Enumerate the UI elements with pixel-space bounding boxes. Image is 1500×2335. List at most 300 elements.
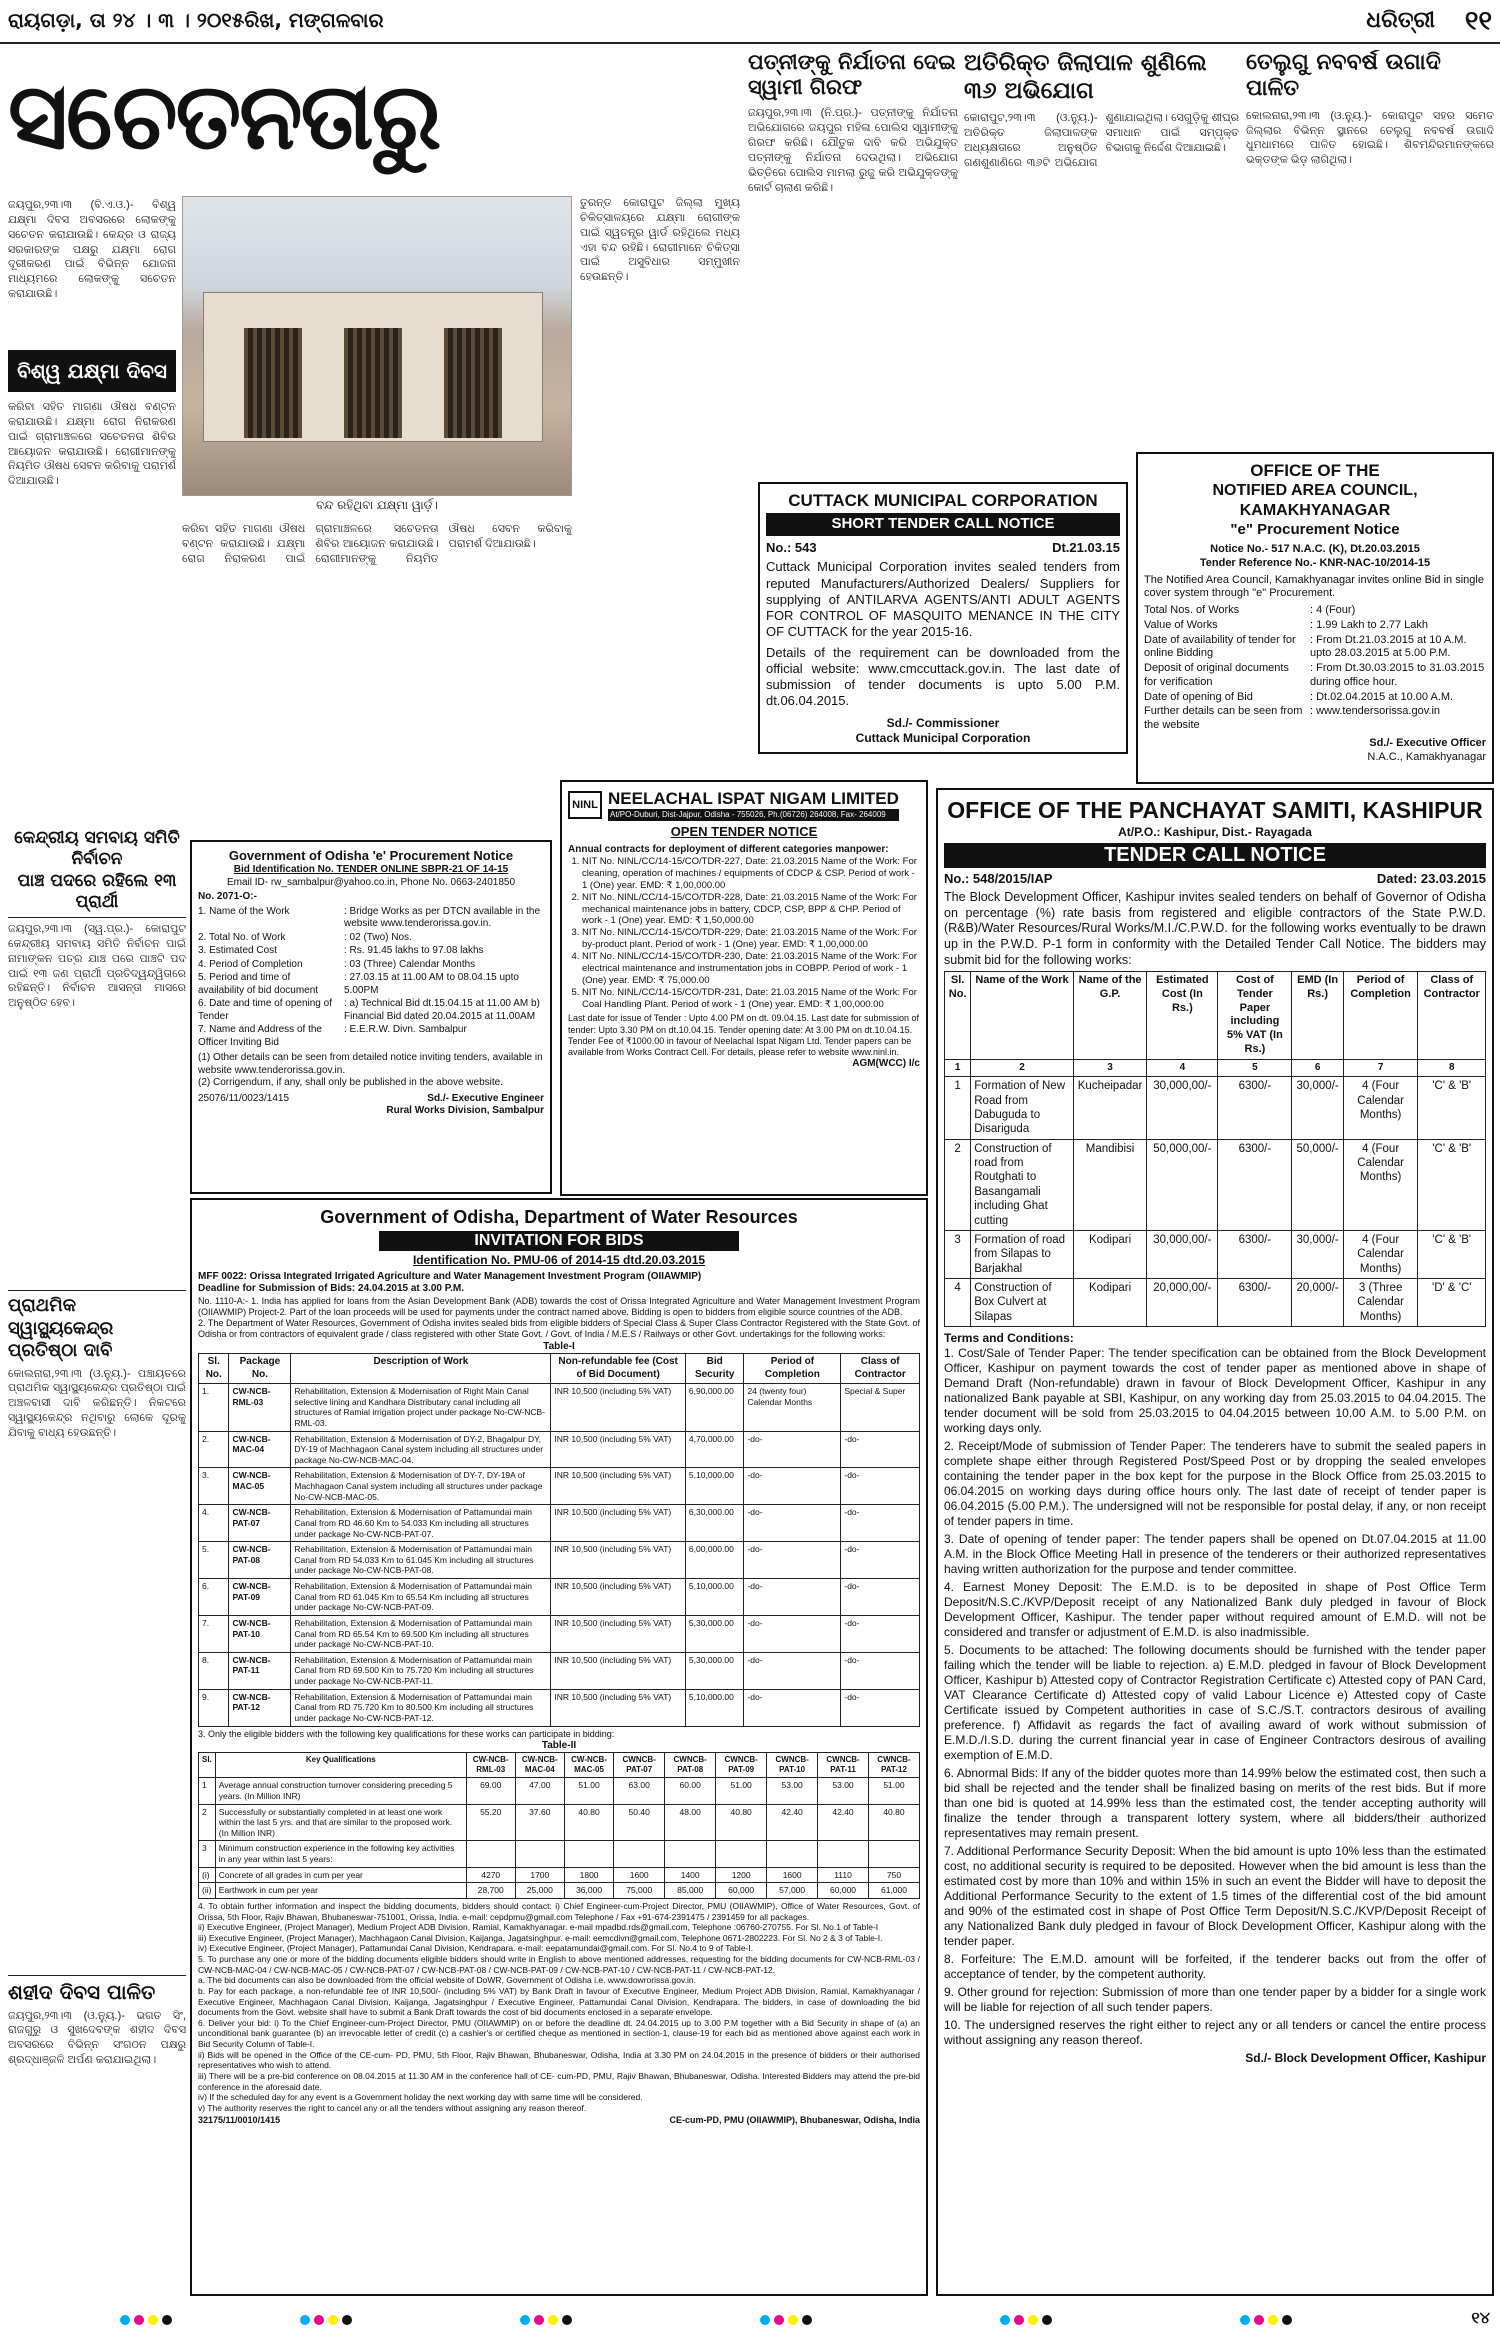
- table-cell: 7.: [199, 1615, 229, 1652]
- rwd-sign: Sd./- Executive Engineer: [427, 1092, 544, 1104]
- table-cell: 2: [945, 1139, 971, 1230]
- rwd-title: Government of Odisha 'e' Procurement Notice: [228, 848, 514, 863]
- dowr-qualification-table: [198, 1752, 920, 1899]
- table-cell: 4.: [199, 1505, 229, 1542]
- table-cell: 5,10,000.00: [685, 1468, 744, 1505]
- table-row: [199, 1542, 920, 1579]
- table-cell: Rehabilitation, Extension & Modernisation of Pattamundai main Canal from RD 54.033 Km to 61.045 Km including all structures under package No-CW-NCB-PAT-08.: [291, 1542, 551, 1579]
- dowr-title: Government of Odisha, Department of Water Resources: [320, 1207, 798, 1227]
- detail-label: 1. Name of the Work: [198, 905, 290, 917]
- table-cell: 55.20: [466, 1804, 515, 1841]
- dowr-paragraph: iii) Executive Engineer, (Project Manager), Machhagaon Canal Division, Kaijanga, Jagatsinghpur. e-mail: eemcdivn@gmail.com, Telephone 0671-2802223. For Sl. No 2 & 3 of Table-I.: [198, 1932, 883, 1943]
- lead-body-3: ତୁରନ୍ତ କୋରାପୁଟ ଜିଲ୍ଲା ମୁଖ୍ୟ ଚିକିତ୍ସାଳୟରେ ଯକ୍ଷ୍ମା ରୋଗୀଙ୍କ ପାଇଁ ସ୍ୱତନ୍ତ୍ର ୱାର୍ଡ ରହିଥିଲେ ମଧ୍ୟ ଏହା ବନ୍ଦ ରହିଛି। ରୋଗୀମାନେ ଚିକିତ୍ସା ପାଇଁ ଅସୁବିଧାର ସମ୍ମୁଖୀନ ହେଉଛନ୍ତି।: [580, 197, 740, 284]
- table-cell: CW-NCB-PAT-11: [229, 1652, 291, 1689]
- detail-value: : From Dt.30.03.2015 to 31.03.2015 during office hour.: [1310, 662, 1485, 688]
- dowr-works-table: [198, 1353, 920, 1727]
- registration-dot: [788, 2315, 798, 2325]
- dowr-mff: MFF 0022: Orissa Integrated Irrigated Agriculture and Water Management Investment Program (OIIAWMIP): [198, 1270, 702, 1282]
- article-husband-arrested: [748, 50, 958, 470]
- detail-value: : 27.03.15 at 11.00 AM to 08.04.15 upto 5.00PM: [344, 972, 519, 996]
- table-cell: INR 10,500 (including 5% VAT): [551, 1431, 686, 1468]
- table-cell: INR 10,500 (including 5% VAT): [551, 1615, 686, 1652]
- table-row: [199, 1778, 920, 1804]
- table-cell: 5.: [199, 1542, 229, 1579]
- column-header: CW-NCB-MAC-05: [564, 1753, 613, 1778]
- ninl-item: 1. NIT No. NINL/CC/14-15/CO/TDR-227, Date: 21.03.2015 Name of the Work: For cleaning, operation of machines / equipments of CDCP & CSP. Period of work - 1 (One) year. EMD: ₹ 1,00,000.00: [582, 856, 920, 892]
- column-header: Sl. No.: [199, 1354, 229, 1384]
- column-header: Package No.: [229, 1354, 291, 1384]
- table-cell: Mandibisi: [1073, 1139, 1147, 1230]
- table-row: [199, 1431, 920, 1468]
- table-cell: INR 10,500 (including 5% VAT): [551, 1505, 686, 1542]
- table-cell: 4 (Four Calendar Months): [1343, 1077, 1418, 1140]
- dowr-paragraph: ii) Bids will be opened in the Office of the CE-cum- PD, PMU, 5th Floor, Rajiv Bhawan, Bhubaneswar, Odisha, India at 3.30 PM on 24.04.2015 in the presence of bidders or their authorised representatives who wish to attend.: [198, 2049, 920, 2071]
- ps-terms-title: Terms and Conditions:: [944, 1331, 1074, 1346]
- column-header: CW-NCB-RML-03: [466, 1753, 515, 1778]
- table-cell: (ii): [199, 1883, 216, 1899]
- registration-dot: [562, 2315, 572, 2325]
- page-number: ୧୧: [1464, 5, 1492, 35]
- table-row: [199, 1689, 920, 1726]
- ps-term: 2. Receipt/Mode of submission of Tender Paper: The tenderers have to submit the sealed papers in complete shape either through Registered Post/Speed Post or by dropping the sealed envelopes containing the tender paper in the box kept for the purpose in the Block Office from 25.03.2015 to 06.04.2015 on working days during office hours only. The last date of receipt of tender paper is 06.04.2015 (5.00 P.M.). The undersigned will not be responsible for postal delay, if any, or non receipt of tender papers in time.: [944, 1439, 1486, 1529]
- registration-dot: [134, 2315, 144, 2325]
- table-row: [199, 1883, 920, 1899]
- table-row: [199, 1841, 920, 1867]
- detail-value: : From Dt.21.03.2015 at 10 A.M. upto 28.03.2015 at 5.00 P.M.: [1310, 633, 1467, 660]
- left-column-articles: [8, 828, 186, 2294]
- table-cell: 750: [868, 1867, 919, 1883]
- article-body: କୋଲନାରା,୨୩।୩ (ଓ.ନ୍ୟୁ.)- ପଞ୍ଚାୟତରେ ପ୍ରାଥମିକ ସ୍ୱାସ୍ଥ୍ୟକେନ୍ଦ୍ର ପ୍ରତିଷ୍ଠା ପାଇଁ ଅଞ୍ଚଳବାସୀ ଦାବି କରିଛନ୍ତି। ନିକଟରେ ସ୍ୱାସ୍ଥ୍ୟକେନ୍ଦ୍ର ନଥିବାରୁ ଲୋକେ ଦୂରକୁ ଯିବାକୁ ବାଧ୍ୟ ହେଉଛନ୍ତି।: [8, 1367, 186, 1439]
- ps-title: OFFICE OF THE PANCHAYAT SAMITI, KASHIPUR: [947, 797, 1483, 823]
- table-cell: -do-: [841, 1689, 920, 1726]
- nac-title-3: "e" Procurement Notice: [1230, 521, 1400, 539]
- table-cell: 4270: [466, 1867, 515, 1883]
- registration-dot: [1042, 2315, 1052, 2325]
- table-row: [199, 1384, 920, 1432]
- dowr-qualification-intro: 3. Only the eligible bidders with the following key qualifications for these works can participate in bidding:: [198, 1728, 615, 1739]
- dowr-paragraph: 4. To obtain further information and inspect the bidding documents, bidders should contact: i) Chief Engineer-cum-Project Director, PMU (OIIAWMIP), Office of Water Resources, Govt. of Orissa, 5th Floor, Rajiv Bhawan, Bhubaneswar-751001, Orissa, India. e-mail: cepdpmu@gmail.com Telephone / Fax +91-674-2391475 / 2391459 for all packages.: [198, 1900, 920, 1922]
- registration-dot: [300, 2315, 310, 2325]
- table-cell: INR 10,500 (including 5% VAT): [551, 1384, 686, 1432]
- page-header: [0, 0, 1500, 44]
- table-cell: 1200: [716, 1867, 767, 1883]
- column-header: CWNCB-PAT-08: [665, 1753, 716, 1778]
- table-cell: 60.00: [665, 1778, 716, 1804]
- detail-value: : E.E.R.W. Divn. Sambalpur: [344, 1024, 467, 1036]
- ps-terms: [944, 1346, 1486, 2048]
- table-row: [199, 1615, 920, 1652]
- ninl-items: [582, 856, 920, 1010]
- table-cell: 6300/-: [1218, 1230, 1292, 1278]
- detail-value: : a) Technical Bid dt.15.04.15 at 11.00 AM b) Financial Bid dated 20.04.2015 at 11.00AM: [344, 998, 540, 1022]
- column-header: Non-refundable fee (Cost of Bid Document): [551, 1354, 686, 1384]
- column-number: 6: [1292, 1059, 1343, 1077]
- table-cell: CW-NCB-RML-03: [229, 1384, 291, 1432]
- lead-body-2: [8, 400, 176, 820]
- table-cell: [767, 1841, 818, 1867]
- door-grill: [244, 328, 302, 438]
- rwd-number: No. 2071-O:-: [198, 891, 257, 903]
- table-cell: 4 (Four Calendar Months): [1343, 1230, 1418, 1278]
- table-cell: INR 10,500 (including 5% VAT): [551, 1652, 686, 1689]
- dowr-paragraph: v) The authority reserves the right to cancel any or all the tenders without assigning any reason thereof.: [198, 2102, 587, 2113]
- ninl-logo: NINL: [568, 791, 602, 819]
- dowr-deadline: Deadline for Submission of Bids: 24.04.2015 at 3.00 P.M.: [198, 1283, 465, 1294]
- table-cell: 60,000: [818, 1883, 869, 1899]
- article-headline: ତେଲୁଗୁ ନବବର୍ଷ ଉଗାଦି ପାଳିତ: [1246, 50, 1441, 102]
- table-cell: Kodipari: [1073, 1279, 1147, 1327]
- ninl-banner: OPEN TENDER NOTICE: [670, 824, 818, 840]
- table-cell: Special & Super: [841, 1384, 920, 1432]
- table-cell: 5,30,000.00: [685, 1615, 744, 1652]
- table-cell: 42.40: [818, 1804, 869, 1841]
- table-cell: -do-: [841, 1468, 920, 1505]
- detail-label: Value of Works: [1144, 618, 1218, 631]
- ninl-title: NEELACHAL ISPAT NIGAM LIMITED: [608, 789, 899, 808]
- table-row: [199, 1468, 920, 1505]
- table-cell: 8.: [199, 1652, 229, 1689]
- table-cell: 4: [945, 1279, 971, 1327]
- column-header: Class of Contractor: [1418, 972, 1486, 1060]
- registration-dot: [1014, 2315, 1024, 2325]
- lead-body-1: ଜୟପୁର,୨୩।୩ (ବି.ଏ.ଓ.)- ବିଶ୍ୱ ଯକ୍ଷ୍ମା ଦିବସ ଅବସରରେ ଲୋକଙ୍କୁ ସଚେତନ କରାଯାଉଛି। କେନ୍ଦ୍ର ଓ ରାଜ୍ୟ ସରକାରଙ୍କ ପକ୍ଷରୁ ଯକ୍ଷ୍ମା ରୋଗ ଦୂରୀକରଣ ପାଇଁ ବିଭିନ୍ନ ଯୋଜନା ମାଧ୍ୟମରେ ଲୋକଙ୍କୁ ସଚେତନ କରାଯାଉଛି।: [8, 199, 176, 301]
- column-number: 3: [1073, 1059, 1147, 1077]
- nac-title-2: NOTIFIED AREA COUNCIL, KAMAKHYANAGAR: [1212, 482, 1418, 520]
- table-cell: 6.: [199, 1579, 229, 1616]
- registration-dot: [802, 2315, 812, 2325]
- table-cell: 1800: [564, 1867, 613, 1883]
- ps-date: Dated: 23.03.2015: [1376, 870, 1486, 886]
- table-cell: 1: [199, 1778, 216, 1804]
- detail-label: 6. Date and time of opening of Tender: [198, 998, 332, 1022]
- table-cell: Rehabilitation, Extension & Modernisation of Pattamundai main Canal from RD 75.720 Km to 80.500 Km including all structures under package No-CW-NCB-PAT-12.: [291, 1689, 551, 1726]
- ninl-item: 5. NIT No. NINL/CC/14-15/CO/TDR-231, Date: 21.03.2015 Name of the Work: For Coal Handling Plant. Period of work - 1 (One) year. EMD: ₹ 1,00,000.00: [582, 987, 920, 1011]
- ps-term: 7. Additional Performance Security Deposit: When the bid amount is upto 10% less than the estimated cost, no additional security is required to be deposited. However when the bid amount is less than the estimated cost by more than 10% and within 15% in such an event the Bidder will have to deposit the Additional Performance Security to the extent of 1.5 times of the differential cost of the bid amount and 90% of the estimated cost in shape of Post Office Term Deposit/N.S.C./KVP/Deposit Receipt of any Nationalized Bank duly pledged in favour of Block Development Officer, Kashipur along with the tender paper.: [944, 1844, 1486, 1949]
- detail-label: Further details can be seen from the website: [1144, 705, 1303, 731]
- registration-dot: [520, 2315, 530, 2325]
- column-header: CWNCB-PAT-07: [614, 1753, 665, 1778]
- table-cell: 36,000: [564, 1883, 613, 1899]
- rwd-contact: Email ID- rw_sambalpur@yahoo.co.in, Phone No. 0663-2401850: [226, 876, 516, 888]
- ninl-intro: Annual contracts for deployment of different categories manpower:: [568, 843, 889, 855]
- rwd-note-2: (2) Corrigendum, if any, shall only be published in the above website.: [198, 1077, 503, 1089]
- table-cell: -do-: [744, 1689, 841, 1726]
- cmc-tender-notice: [758, 482, 1128, 754]
- detail-value: : 1.99 Lakh to 2.77 Lakh: [1310, 618, 1429, 631]
- table-cell: INR 10,500 (including 5% VAT): [551, 1542, 686, 1579]
- table-cell: (i): [199, 1867, 216, 1883]
- table-cell: 4 (Four Calendar Months): [1343, 1139, 1418, 1230]
- table-cell: 6300/-: [1218, 1077, 1292, 1140]
- table-cell: 5,30,000.00: [685, 1652, 744, 1689]
- table-cell: -do-: [744, 1542, 841, 1579]
- rwd-bid-id: Bid Identification No. TENDER ONLINE SBPR-21 OF 14-15: [233, 864, 509, 876]
- article-body: କୋଲନାରା,୨୩।୩ (ଓ.ନ୍ୟୁ.)- କୋରାପୁଟ ସହର ସମେତ ଜିଲ୍ଲାର ବିଭିନ୍ନ ସ୍ଥାନରେ ତେଲୁଗୁ ନବବର୍ଷ ଉଗାଦି ଧୁମଧାମରେ ପାଳିତ ହୋଇଛି। ଶିବମନ୍ଦିରମାନଙ୍କରେ ଭକ୍ତଙ୍କ ଭିଡ଼ ଲାଗିଥିଲା।: [1246, 109, 1494, 167]
- detail-label: 3. Estimated Cost: [198, 945, 277, 957]
- column-number: 5: [1218, 1059, 1292, 1077]
- building-illustration: [203, 292, 543, 442]
- lead-body-cont: କରିବା ସହିତ ମାଗଣା ଔଷଧ ବଣ୍ଟନ କରାଯାଉଛି। ଯକ୍ଷ୍ମା ରୋଗ ନିରାକରଣ ପାଇଁ ଗ୍ରାମାଞ୍ଚଳରେ ସଚେତନତା ଶିବିର ଆୟୋଜନ କରାଯାଉଛି। ରୋଗୀମାନଙ୍କୁ ନିୟମିତ ଔଷଧ ସେବନ କରିବାକୁ ପରାମର୍ଶ ଦିଆଯାଉଛି।: [182, 523, 572, 565]
- table-cell: CW-NCB-PAT-10: [229, 1615, 291, 1652]
- article-body: ଜୟପୁର,୨୩।୩ (ଓ.ନ୍ୟୁ.)- ଭଗତ ସିଂ, ରାଜଗୁରୁ ଓ ସୁଖଦେବଙ୍କ ଶହୀଦ ଦିବସ ଅବସରରେ ବିଭିନ୍ନ ସଂଗଠନ ପକ୍ଷରୁ ଶ୍ରଦ୍ଧାଞ୍ଜଳି ଅର୍ପଣ କରାଯାଇଥିଲା।: [8, 2009, 186, 2067]
- column-number: 4: [1147, 1059, 1218, 1077]
- table-cell: -do-: [744, 1505, 841, 1542]
- table-row: [199, 1579, 920, 1616]
- table-cell: 20,000,00/-: [1147, 1279, 1218, 1327]
- table-cell: CW-NCB-PAT-09: [229, 1579, 291, 1616]
- dowr-paragraph: 5. To purchase any one or more of the bidding documents eligible bidders should write in English to above mentioned addresses, requesting for the bidding documents for CW-NCB-RML-03 / CW-NCB-MAC-04 / CW-NCB-MAC-05 / CW-NCB-PAT-07 / CW-NCB-PAT-08 / CW-NCB-PAT-09 / CW-NCB-PAT-10 / CW-NCB-PAT-11 / CW-NCB-PAT-12.: [198, 1954, 920, 1975]
- nac-procurement-notice: [1136, 452, 1494, 784]
- column-header: Description of Work: [291, 1354, 551, 1384]
- table-cell: 85,000: [665, 1883, 716, 1899]
- ps-term: 3. Date of opening of tender paper: The tender papers shall be opened on Dt.07.04.2015 at 11.00 A.M. in the Block Office Meeting Hall in presence of the tenderers or their authorized representatives having written authorization for the purpose and tender committee.: [944, 1532, 1486, 1577]
- table-cell: 1700: [515, 1867, 564, 1883]
- nac-sign: Sd./- Executive Officer: [1369, 736, 1486, 749]
- table-cell: -do-: [841, 1615, 920, 1652]
- table-cell: 2.: [199, 1431, 229, 1468]
- table-cell: [716, 1841, 767, 1867]
- table-cell: 75,000: [614, 1883, 665, 1899]
- table-cell: [515, 1841, 564, 1867]
- rwd-procurement-notice: [190, 840, 552, 1194]
- table-cell: Rehabilitation, Extension & Modernisation of Pattamundai main Canal from RD 65.54 Km to 69.500 Km including all structures under package No-CW-NCB-PAT-10.: [291, 1615, 551, 1652]
- dowr-more-info: [198, 1901, 920, 2114]
- column-header: Key Qualifications: [215, 1753, 466, 1778]
- ninl-item: 4. NIT No. NINL/CC/14-15/CO/TDR-230, Date: 21.03.2015 Name of the Work: For electrical maintenance and instrumentation jobs in COBPP. Period of work - 1 (One) year. EMD: ₹ 75,000.00: [582, 951, 920, 987]
- table-cell: 57,000: [767, 1883, 818, 1899]
- lead-headline: ସଚେତନତାରୁ: [8, 63, 440, 170]
- dowr-paragraph: iii) There will be a pre-bid conference on 08.04.2015 at 11.30 AM in the conference hall of CE- cum-PD, PMU, Rajiv Bhawan, Bhubaneswar, Odisha. Interested Bidders may attend the pre-bid conference in the aforesaid date.: [198, 2070, 920, 2092]
- ninl-tender-notice: [560, 780, 928, 1196]
- table-cell: 69.00: [466, 1778, 515, 1804]
- table-cell: 24 (twenty four) Calendar Months: [744, 1384, 841, 1432]
- table-cell: -do-: [841, 1542, 920, 1579]
- ps-term: 1. Cost/Sale of Tender Paper: The tender specification can be obtained from the Block Development Officer, Kashipur on payment towards the cost of tender paper as mentioned above in shape of Demand Draft (Non-refundable) drawn in favour of Block Development Officer, Kashipur in any nationalized Bank payable at SBI, Kashipur, on any working day from 25.03.2015 to 04.04.2015. The tender document will be sold from 25.03.2015 to 04.04.2015 between 10.00 A.M. to 5.00 P.M. on working days only.: [944, 1346, 1486, 1436]
- table-2-caption: Table-II: [541, 1739, 577, 1751]
- column-header: CWNCB-PAT-10: [767, 1753, 818, 1778]
- cmc-body: Cuttack Municipal Corporation invites sealed tenders from reputed Manufacturers/Authorized Dealers/ Suppliers for supplying of ANTILARVA AGENTS/ANTI ADULT AGENTS FOR CONTROL OF MASQUITO MENANCE IN THE CITY OF CUTTACK for the year 2015-16.: [766, 559, 1120, 640]
- table-cell: INR 10,500 (including 5% VAT): [551, 1579, 686, 1616]
- table-cell: -do-: [744, 1468, 841, 1505]
- page-footer: [0, 2305, 1500, 2335]
- table-cell: 28,700: [466, 1883, 515, 1899]
- table-row: [199, 1652, 920, 1689]
- dowr-identification: Identification No. PMU-06 of 2014-15 dtd.20.03.2015: [412, 1252, 706, 1267]
- ps-number: No.: 548/2015/IAP: [944, 870, 1053, 886]
- table-cell: 30,000,00/-: [1147, 1230, 1218, 1278]
- table-row: [945, 1279, 1486, 1327]
- detail-value: : 4 (Four): [1310, 604, 1356, 616]
- registration-dot: [1028, 2315, 1038, 2325]
- table-cell: Construction of road from Routghati to Basangamali including Ghat cutting: [971, 1139, 1074, 1230]
- ps-term: 9. Other ground for rejection: Submission of more than one tender paper by a bidder for a single work will be liable for rejection of all such tender papers.: [944, 1985, 1486, 2015]
- table-cell: 51.00: [564, 1778, 613, 1804]
- dowr-paragraph: b. Pay for each package, a non-refundable fee of INR 10,500/- (including 5% VAT) by Bank Draft in favour of Executive Engineer, Medium Project ADB Division, Ramial, Kamakhyanagar / Executive Engineer, Machhagaon Canal Division, Kaijanga, Jagatsinghpur / Executive Engineer, Pattamundai Canal Division, Kendrapara. The bidders, in case of downloading the bid documents from the Govt. website shall have to submit a Bank Draft towards the cost of bid documents enclosed in a separate envelope.: [198, 1985, 920, 2018]
- table-cell: Construction of Box Culvert at Silapas: [971, 1279, 1074, 1327]
- cmc-sign-org: Cuttack Municipal Corporation: [855, 730, 1031, 745]
- table-cell: Rehabilitation, Extension & Modernisation of DY-2, Bhagalpur DY, DY-19 of Machhagaon Canal system including all structures under package No-CW-NCB-MAC-04.: [291, 1431, 551, 1468]
- table-cell: 9.: [199, 1689, 229, 1726]
- photo-caption: ବନ୍ଦ ରହିଥିବା ଯକ୍ଷ୍ମା ୱାର୍ଡ଼।: [316, 498, 438, 512]
- table-1-caption: Table-I: [543, 1340, 575, 1352]
- detail-value: : www.tendersorissa.gov.in: [1310, 705, 1441, 718]
- table-cell: 37.60: [515, 1804, 564, 1841]
- table-cell: 3: [199, 1841, 216, 1867]
- ps-term: 5. Documents to be attached: The following documents should be furnished with the tender paper failing which the tender will be liable to rejection. a) E.M.D. pledged in favour of Block Development Officer, Kashipur b) Attested copy of Contractor Registration Certificate c) Attested copy of PAN Card, VAT Clearance Certificate d) Attested copy of valid Labour Licence e) Attested copy of Caste Certificate issued by Competent authorities in case of S.C./S.T. contractors desirous of availing preference. f) Affidavit as regards the fact of availing award of work without submission of E.M.D./I.S.D. during the current financial year in case of Engineer Contractors desirous of availing exemption of E.M.D.: [944, 1643, 1486, 1763]
- column-header: Period of Completion: [744, 1354, 841, 1384]
- cmc-date: Dt.21.03.15: [1052, 540, 1120, 555]
- article-headline: ପ୍ରାଥମିକ ସ୍ୱାସ୍ଥ୍ୟକେନ୍ଦ୍ର ପ୍ରତିଷ୍ଠା ଦାବି: [8, 1290, 186, 1363]
- table-cell: 40.80: [716, 1804, 767, 1841]
- column-header: CWNCB-PAT-11: [818, 1753, 869, 1778]
- table-cell: -do-: [841, 1652, 920, 1689]
- table-cell: -do-: [841, 1431, 920, 1468]
- table-cell: 40.80: [868, 1804, 919, 1841]
- column-header: EMD (In Rs.): [1292, 972, 1343, 1060]
- table-row: [199, 1505, 920, 1542]
- column-header: CW-NCB-MAC-04: [515, 1753, 564, 1778]
- table-cell: 6,00,000.00: [685, 1542, 744, 1579]
- newspaper-brand: ଧରିତ୍ରୀ: [1366, 7, 1435, 32]
- table-cell: Kodipari: [1073, 1230, 1147, 1278]
- table-cell: [665, 1841, 716, 1867]
- table-cell: 25,000: [515, 1883, 564, 1899]
- table-cell: 51.00: [868, 1778, 919, 1804]
- article-subheadline: ପାଞ୍ଚ ପଦରେ ରହିଲେ ୧୩ ପ୍ରାର୍ଥୀ: [8, 871, 186, 919]
- detail-value: : Rs. 91.45 lakhs to 97.08 lakhs: [344, 945, 484, 957]
- rwd-details: [198, 906, 544, 1050]
- table-cell: Rehabilitation, Extension & Modernisation of DY-7, DY-19A of Machhagaon Canal system including all structures under package No-CW-NCB-MAC-05.: [291, 1468, 551, 1505]
- registration-dot: [328, 2315, 338, 2325]
- nac-sign-org: N.A.C., Kamakhyanagar: [1367, 750, 1486, 763]
- table-cell: 20,000/-: [1292, 1279, 1343, 1327]
- article-headline: କେନ୍ଦ୍ରୀୟ ସମବାୟ ସମିତି ନିର୍ବାଚନ: [14, 828, 180, 870]
- table-cell: 40.80: [564, 1804, 613, 1841]
- registration-dot: [774, 2315, 784, 2325]
- registration-dot: [1254, 2315, 1264, 2325]
- table-cell: 3 (Three Calendar Months): [1343, 1279, 1418, 1327]
- cmc-title: CUTTACK MUNICIPAL CORPORATION: [788, 491, 1098, 510]
- column-header: Name of the G.P.: [1073, 972, 1147, 1060]
- column-header: Cost of Tender Paper including 5% VAT (In Rs.): [1218, 972, 1292, 1060]
- column-header: Sl.: [199, 1753, 216, 1778]
- column-header: CWNCB-PAT-09: [716, 1753, 767, 1778]
- column-number: 2: [971, 1059, 1074, 1077]
- table-cell: -do-: [841, 1505, 920, 1542]
- detail-label: Date of availability of tender for online Bidding: [1144, 633, 1296, 660]
- article-ugadi: [1246, 50, 1494, 450]
- table-cell: Successfully or substantially completed in at least one work within the last 5 yrs. and that are similar to the proposed work. (In Million INR): [215, 1804, 466, 1841]
- registration-dot: [534, 2315, 544, 2325]
- dowr-para-2: 2. The Department of Water Resources, Government of Odisha invites sealed bids from eligible bidders of Special Class & Super Class Contractor Registered with the State Govt. of Odisha or from contractors of equivalent grade / class registered with other State Govt. / Govt. of India / M.E.S / Railways or other Govt. undertakings for the following works:: [198, 1318, 920, 1340]
- table-cell: 1110: [818, 1867, 869, 1883]
- table-cell: -do-: [841, 1579, 920, 1616]
- ninl-item: 3. NIT No. NINL/CC/14-15/CO/TDR-229, Date: 21.03.2015 Name of the Work: For by-product plant. Period of work - 1 (One) year. EMD: ₹ 1,00,000.00: [582, 927, 920, 951]
- registration-dot: [760, 2315, 770, 2325]
- table-cell: 60,000: [716, 1883, 767, 1899]
- table-cell: 6,30,000.00: [685, 1505, 744, 1542]
- ps-term: 8. Forfeiture: The E.M.D. amount will be forfeited, if the tenderer backs out from the offer of acceptance of tender, by the competent authority.: [944, 1952, 1486, 1982]
- article-body: ଜୟପୁର,୨୩।୩ (ନି.ପ୍ର.)- ପତ୍ନୀଙ୍କୁ ନିର୍ଯାତନା ଅଭିଯୋଗରେ ଜୟପୁର ମହିଳା ପୋଲିସ ସ୍ୱାମୀଙ୍କୁ ଗିରଫ କରିଛି। ଯୌତୁକ ଦାବି କରି ଅଭିଯୁକ୍ତ ପତ୍ନୀଙ୍କୁ ନିର୍ଯାତନା ଦେଉଥିଲା। ଅଭିଯୋଗ ଭିତ୍ତିରେ ପୋଲିସ ମାମଲା ରୁଜୁ କରି ଅଭିଯୁକ୍ତଙ୍କୁ କୋର୍ଟ ଚାଲାଣ କରିଛି।: [748, 107, 958, 194]
- table-cell: -do-: [744, 1431, 841, 1468]
- registration-dot: [1000, 2315, 1010, 2325]
- cmc-body-2: Details of the requirement can be downloaded from the official website: www.cmccuttack.gov.in. The last date of submission of tender documents is upto 5.00 P.M. dt.06.04.2015.: [766, 644, 1120, 709]
- lead-body-2-text: କରିବା ସହିତ ମାଗଣା ଔଷଧ ବଣ୍ଟନ କରାଯାଉଛି। ଯକ୍ଷ୍ମା ରୋଗ ନିରାକରଣ ପାଇଁ ଗ୍ରାମାଞ୍ଚଳରେ ସଚେତନତା ଶିବିର ଆୟୋଜନ କରାଯାଉଛି। ରୋଗୀମାନଙ୍କୁ ନିୟମିତ ଔଷଧ ସେବନ କରିବାକୁ ପରାମର୍ଶ ଦିଆଯାଉଛି।: [8, 401, 176, 488]
- table-cell: 4,70,000.00: [685, 1431, 744, 1468]
- table-cell: 'C' & 'B': [1418, 1077, 1486, 1140]
- table-cell: 'C' & 'B': [1418, 1139, 1486, 1230]
- table-cell: 50,000,00/-: [1147, 1139, 1218, 1230]
- cmc-number: No.: 543: [766, 540, 817, 555]
- registration-dot: [548, 2315, 558, 2325]
- table-cell: 1400: [665, 1867, 716, 1883]
- table-cell: 63.00: [614, 1778, 665, 1804]
- registration-dot: [162, 2315, 172, 2325]
- table-cell: [818, 1841, 869, 1867]
- ps-sign: Sd./- Block Development Officer, Kashipur: [1245, 2051, 1486, 2066]
- ps-term: 10. The undersigned reserves the right either to reject any or all tenders or cancel the entire process without assigning any reason thereof.: [944, 2018, 1486, 2048]
- column-number: 8: [1418, 1059, 1486, 1077]
- dowr-paragraph: a. The bid documents can also be downloaded from the official website of DoWR, Government of Odisha i.e. www.dowrorissa.gov.in.: [198, 1975, 696, 1986]
- table-cell: Earthwork in cum per year: [215, 1883, 466, 1899]
- article-headline: ପତ୍ନୀଙ୍କୁ ନିର୍ଯାତନା ଦେଇ ସ୍ୱାମୀ ଗିରଫ: [748, 50, 956, 100]
- detail-value: : 02 (Two) Nos.: [344, 931, 412, 943]
- door-grill: [344, 328, 402, 438]
- dowr-banner: INVITATION FOR BIDS: [379, 1231, 739, 1251]
- table-cell: Rehabilitation, Extension & Modernisation of Pattamundai main Canal from RD 46.60 Km to 54.033 Km including all structures under package No-CW-NCB-PAT-07.: [291, 1505, 551, 1542]
- table-cell: CW-NCB-PAT-12: [229, 1689, 291, 1726]
- table-cell: 50.40: [614, 1804, 665, 1841]
- column-header: Period of Completion: [1343, 972, 1418, 1060]
- table-cell: 1600: [767, 1867, 818, 1883]
- table-cell: 53.00: [767, 1778, 818, 1804]
- column-header: Sl. No.: [945, 972, 971, 1060]
- ninl-item: 2. NIT No. NINL/CC/14-15/CO/TDR-228, Date: 21.03.2015 Name of the Work: For mechanical maintenance jobs in battery, CDCP, CSP, BPP & CHP. Period of work - 1 (One) year. EMD: ₹ 1,50,000.00: [582, 892, 920, 928]
- issue-date: ରାୟଗଡ଼ା, ତା ୨୪ । ୩ । ୨୦୧୫ରିଖ, ମଙ୍ଗଳବାର: [8, 8, 384, 32]
- detail-value: : Bridge Works as per DTCN available in the website www.tenderorissa.gov.in.: [344, 905, 541, 930]
- footer-page-number: ୧୪: [1471, 2310, 1490, 2327]
- rwd-sign-org: Rural Works Division, Sambalpur: [386, 1105, 544, 1117]
- detail-value: : Dt.02.04.2015 at 10.00 A.M.: [1310, 690, 1454, 703]
- table-cell: 3.: [199, 1468, 229, 1505]
- cmc-banner: SHORT TENDER CALL NOTICE: [766, 513, 1120, 536]
- registration-dot: [1240, 2315, 1250, 2325]
- article-headline: ଅତିରିକ୍ତ ଜିଲାପାଳ ଶୁଣିଲେ ୩୬ ଅଭିଯୋଗ: [964, 50, 1207, 104]
- table-cell: Average annual construction turnover considering preceding 5 years. (In Million INR): [215, 1778, 466, 1804]
- table-cell: 50,000/-: [1292, 1139, 1343, 1230]
- ninl-footer: Last date for issue of Tender : Upto 4.00 PM on dt. 09.04.15. Last date for submission of tender: Upto 3.30 PM on dt.10.04.15. Tender opening date: At 3.00 PM on dt.10.04.15. Tender Fee of ₹1000.00 in favour of Neelachal Ispat Nigam Ltd. Tender papers can be available from Works Contract Cell. For details, please refer to website www.ninl.in.: [568, 1013, 920, 1058]
- table-cell: -do-: [744, 1652, 841, 1689]
- nac-tender-ref: Tender Reference No.- KNR-NAC-10/2014-15: [1199, 556, 1431, 569]
- dowr-paragraph: ii) Executive Engineer, (Project Manager), Medium Project ADB Division, Ramial, Kamakhyanagar. e-mail mpadbd.rds@gmail.com, Telephone :06760-270755. For Sl. No.1 of Table-I: [198, 1922, 879, 1933]
- ps-intro: The Block Development Officer, Kashipur invites sealed tenders on behalf of Governor of Odisha on percentage (%) rate basis from registered and eligible contractors of the State P.W.D. (R&B)/Water Resources/Rural Works/M.I./C.P.W.D. for the following works eventually to be drawn up in the P.W.D. P-1 form in conformity with the Detailed Tender Call Notice. The bidders may submit bid for the following works:: [944, 890, 1486, 967]
- detail-label: 7. Name and Address of the Officer Inviting Bid: [198, 1024, 322, 1048]
- table-cell: 3: [945, 1230, 971, 1278]
- detail-label: Date of opening of Bid: [1144, 690, 1253, 703]
- table-cell: 5,10,000.00: [685, 1689, 744, 1726]
- detail-label: Deposit of original documents for verification: [1144, 662, 1289, 688]
- table-cell: Rehabilitation, Extension & Modernisation of Right Main Canal selective lining and Kandhara Distributary canal including all structures of Ramial irrigation project under package No-CW-NCB-RML-03.: [291, 1384, 551, 1432]
- article-grievance-hearing: [964, 50, 1239, 470]
- world-tb-day-badge: ବିଶ୍ୱ ଯକ୍ଷ୍ମା ଦିବସ: [8, 350, 176, 392]
- column-header: Bid Security: [685, 1354, 744, 1384]
- table-row: [945, 1077, 1486, 1140]
- ps-term: 6. Abnormal Bids: If any of the bidder quotes more than 14.99% below the estimated cost, then such a bid shall be rejected and the tender shall be finalized basing on merits of the rest bids. But if more than one bid is quoted at 14.99% less than the estimated cost, the tender accepting authority will finalize the tender through a transparent lottery system, where all bidders/their authorized representatives may remain present.: [944, 1766, 1486, 1841]
- column-number: 7: [1343, 1059, 1418, 1077]
- nac-notice-no: Notice No.- 517 N.A.C. (K), Dt.20.03.2015: [1210, 543, 1420, 555]
- article-body: ଜୟପୁର,୨୩।୩ (ସ୍ୱ.ପ୍ର.)- କୋରାପୁଟ କେନ୍ଦ୍ରୀୟ ସମବାୟ ସମିତି ନିର୍ବାଚନ ପାଇଁ ନାମାଙ୍କନ ପତ୍ର ଯାଞ୍ଚ ପରେ ପାଞ୍ଚଟି ପଦ ପାଇଁ ୧୩ ଜଣ ପ୍ରାର୍ଥୀ ପ୍ରତିଦ୍ୱନ୍ଦ୍ୱିତାରେ ରହିଛନ୍ତି। ନିର୍ବାଚନ ଆସନ୍ତା ମାସରେ ଅନୁଷ୍ଠିତ ହେବ।: [8, 923, 186, 1010]
- table-cell: CW-NCB-MAC-04: [229, 1431, 291, 1468]
